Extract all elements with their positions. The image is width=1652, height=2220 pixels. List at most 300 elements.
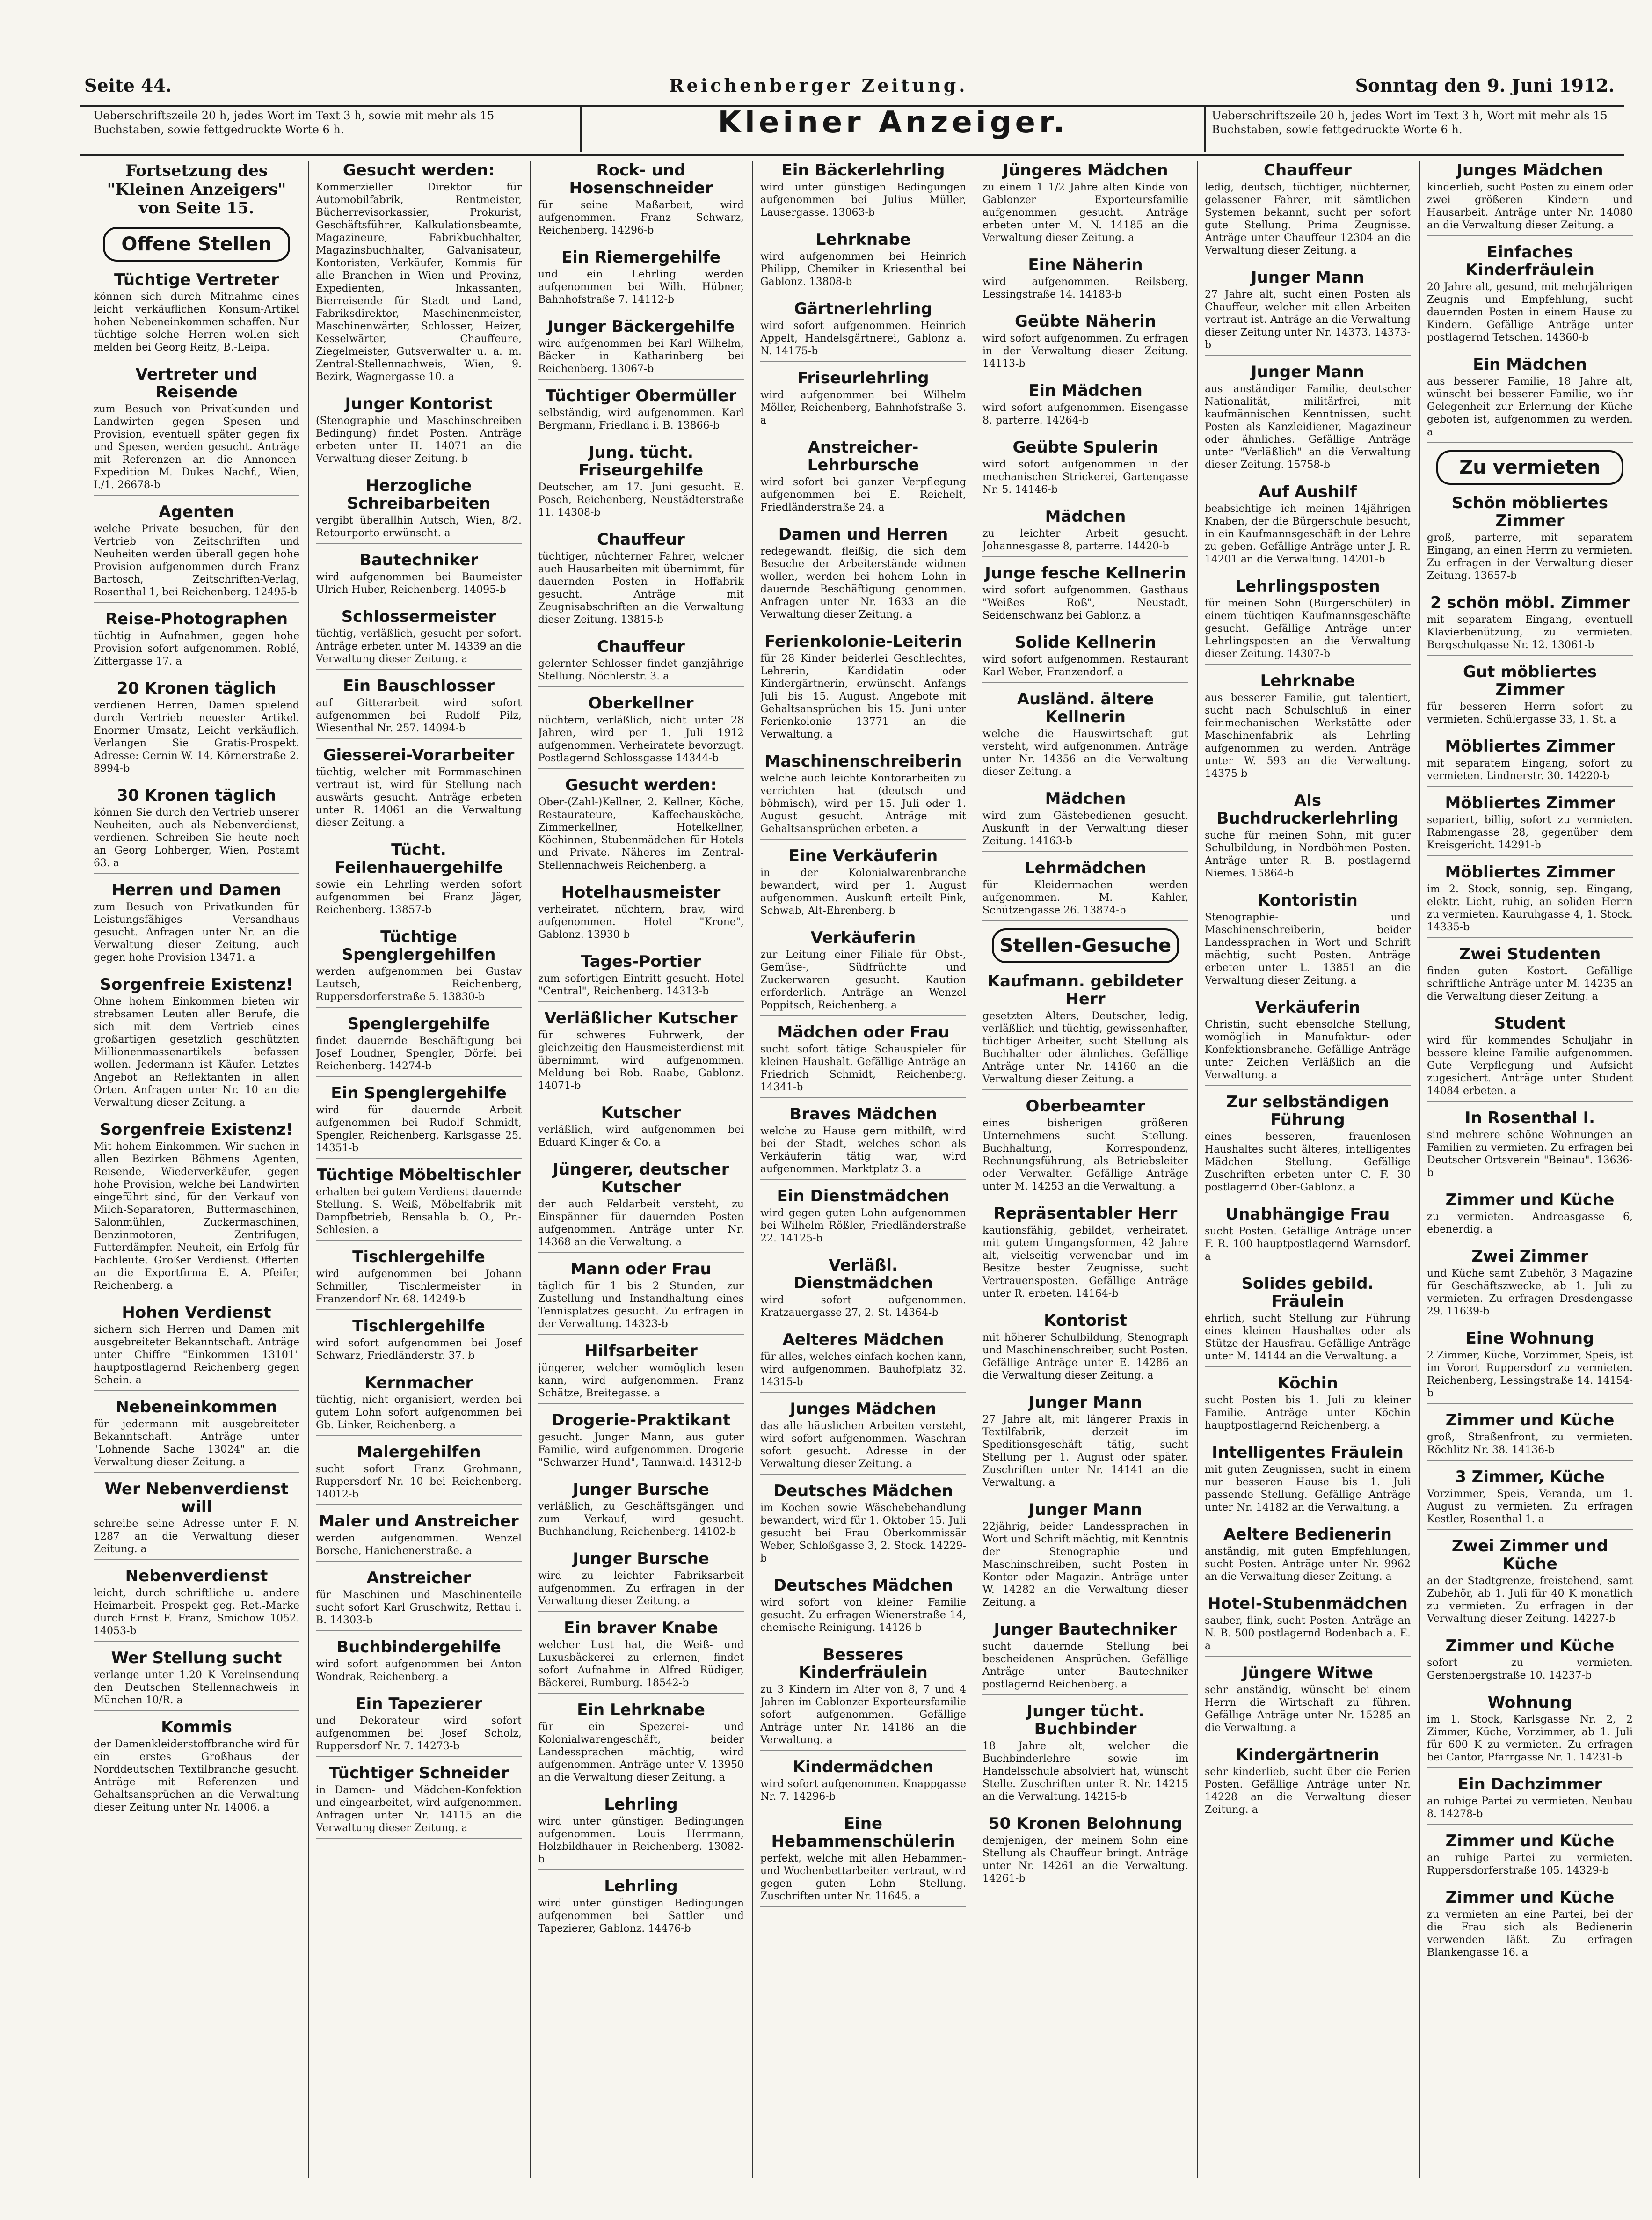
classified-ad (1205, 792, 1411, 884)
ad-text: ehrlich, sucht Stellung zur Führung eines kleinen Haushaltes oder als Stütze der Hausfrau. Gefällige Anträge unter M. 14144 an die Verwaltung. a (1205, 1313, 1411, 1362)
ad-headline: Mann oder Frau (570, 1260, 712, 1278)
ad-headline: Kontoristin (1258, 891, 1358, 910)
classified-ad (1427, 1411, 1633, 1461)
ad-headline: Junger Mann (1251, 268, 1365, 287)
ad-headline: Maler und Anstreicher (319, 1512, 519, 1531)
ad-text: 27 Jahre alt, sucht einen Posten als Chauffeur, welcher mit allen Arbeiten vertraut ist. Anträge an die Verwaltung dieser Zeitung unter Nr. 14373. 14373-b (1205, 289, 1411, 351)
section-heading-stellen-gesuche: Stellen-Gesuche (992, 928, 1179, 963)
classified-ad (760, 1256, 966, 1323)
ad-headline: In Rosenthal I. (1464, 1109, 1595, 1127)
classified-ad (538, 1104, 744, 1153)
ad-headline: Malergehilfen (357, 1443, 481, 1461)
classified-ad (538, 387, 744, 436)
ad-text: kinderlieb, sucht Posten zu einem oder zwei größeren Kindern und Hausarbeit. Anträge unter Nr. 14080 an die Verwaltung dieser Zeitung. a (1427, 182, 1633, 231)
ad-headline: Geübte Spulerin (1012, 438, 1158, 457)
classified-ad (760, 300, 966, 362)
ad-text: sowie ein Lehrling werden sofort aufgenommen bei Franz Jäger, Reichenberg. 13857-b (316, 879, 522, 916)
ad-text: sofort zu vermieten. Gerstenbergstraße 10. 14237-b (1427, 1657, 1633, 1681)
ad-text: wird sofort von kleiner Familie gesucht. Zu erfragen Wienerstraße 14, chemische Reinigung. 14126-b (760, 1597, 966, 1634)
ad-text: verläßlich, zu Geschäftsgängen und zum Verkauf, wird gesucht. Buchhandlung, Reichenberg. 14102-b (538, 1501, 744, 1538)
ad-text: tüchtiger, nüchterner Fahrer, welcher auch Hausarbeiten mit übernimmt, für dauernden Posten in Hoffabrik gesucht. Anträge mit Zeugnisabschriften an die Verwaltung dieser Zeitung. 13815-b (538, 551, 744, 626)
ad-headline: Hilfsarbeiter (584, 1342, 698, 1360)
ad-text: mit guten Zeugnissen, sucht in einem nur besseren Hause bis 1. Juli passende Stellung. Gefällige Anträge unter Nr. 14182 an die Verwaltung. a (1205, 1464, 1411, 1513)
ad-headline: Junge fesche Kellnerin (985, 564, 1186, 583)
ad-headline: 30 Kronen täglich (116, 786, 277, 805)
ad-headline: Aelteres Mädchen (782, 1330, 944, 1349)
classified-ad (538, 1161, 744, 1253)
ads-list (1205, 161, 1411, 1820)
classified-ad (982, 1312, 1188, 1386)
ad-headline: Verläßlicher Kutscher (544, 1009, 738, 1028)
ad-text: für 28 Kinder beiderlei Geschlechtes, Lehrerin, Kandidatin oder Kindergärtnerin, erwünscht. Anfangs Juli bis 15. August. Angebote mit Gehaltsansprüchen bis 15. Juni unter Ferienkolonie 13771 an die Verwaltung. a (760, 653, 966, 740)
ads-list (982, 161, 1188, 1889)
classified-ad (760, 526, 966, 625)
ad-text: wird für kommendes Schuljahr in bessere kleine Familie aufgenommen. Gute Verpflegung und Aufsicht zugesichert. Anträge unter Student 14084 erbeten. a (1427, 1035, 1633, 1097)
ad-headline: Hotelhausmeister (561, 883, 721, 902)
ad-text: gesetzten Alters, Deutscher, ledig, verläßlich und tüchtig, gewissenhafter, tüchtiger Arbeiter, sucht Stellung als Buchhalter oder ähnliches. Gefällige Anträge unter Nr. 14160 an die Verwaltung dieser Zeitung. a (982, 1010, 1188, 1085)
classified-ad (538, 1481, 744, 1542)
ad-text: mit höherer Schulbildung, Stenograph und Maschinenschreiber, sucht Posten. Gefällige Anträge unter E. 14286 an die Verwaltung dieser Zeitung. a (982, 1332, 1188, 1381)
classified-ad (760, 1331, 966, 1393)
ad-text: auf Gitterarbeit wird sofort aufgenommen bei Rudolf Pilz, Wiesenthal Nr. 257. 14094-b (316, 697, 522, 734)
ad-headline: Sorgenfreie Existenz! (100, 1120, 293, 1139)
ad-headline: Kaufmann. gebildeter Herr (987, 972, 1184, 1008)
ad-text: Ohne hohem Einkommen bieten wir strebsamen Leuten aller Berufe, die sich mit dem Vertrieb eines großartigen gesetzlich geschützten Millionenmassenartikels befassen wollen. Jedermann ist Käufer. Letztes Angebot an Reflektanten in allen Orten. Anfragen unter Nr. 10 an die Verwaltung dieser Zeitung. a (94, 996, 299, 1109)
ad-text: redegewandt, fleißig, die sich dem Besuche der Arbeiterstände widmen wollen, werden bei hohem Lohn in dauernde Beschäftigung genommen. Anfragen unter Nr. 1633 an die Verwaltung dieser Zeitung. a (760, 546, 966, 621)
ad-headline: Kutscher (601, 1103, 681, 1122)
ad-text: für Kleidermachen werden aufgenommen. M. Kahler, Schützengasse 26. 13874-b (982, 879, 1188, 916)
ad-headline: Kommis (161, 1718, 232, 1737)
ad-text: welche die Hauswirtschaft gut versteht, wird aufgenommen. Anträge unter Nr. 14356 an die Verwaltung dieser Zeitung. a (982, 728, 1188, 778)
ad-headline: Lehrling (604, 1877, 678, 1896)
ad-headline: Deutsches Mädchen (773, 1576, 953, 1595)
header-rule-bottom (80, 154, 1624, 156)
classified-ad (1427, 1832, 1633, 1881)
column-3 (538, 161, 744, 2178)
classified-ad (982, 790, 1188, 852)
ad-text: wird aufgenommen bei Heinrich Philipp, Chemiker in Kriesenthal bei Gablonz. 13808-b (760, 251, 966, 288)
classified-ad (760, 752, 966, 840)
ad-text: aus besserer Familie, 18 Jahre alt, wünscht bei besserer Familie, wo ihr Gelegenheit zur Erlernung der Küche geboten ist, aufgenommen zu werden. a (1427, 376, 1633, 438)
ad-text: welche auch leichte Kontorarbeiten zu verrichten hat (deutsch und böhmisch), wird per 15. Juli oder 1. August gesucht. Anträge mit Gehaltsansprüchen erbeten. a (760, 773, 966, 835)
classified-ad (1427, 794, 1633, 856)
classified-ad (316, 1764, 522, 1839)
classified-ad (538, 318, 744, 380)
ad-text: jüngerer, welcher womöglich lesen kann, wird aufgenommen. Franz Schätze, Breitegasse. a (538, 1362, 744, 1399)
ad-text: wird unter günstigen Bedingungen aufgenommen bei Julius Müller, Lausergasse. 13063-b (760, 182, 966, 219)
ad-text: wird sofort aufgenommen bei Josef Schwarz, Friedländerstr. 37. b (316, 1337, 522, 1362)
ad-headline: Kontorist (1044, 1311, 1127, 1330)
classified-ad (1205, 1526, 1411, 1587)
classified-ad (1427, 243, 1633, 348)
ad-text: wird sofort aufgenommen. Kratzauergasse 27, 2. St. 14364-b (760, 1294, 966, 1319)
ad-text: im Kochen sowie Wäschebehandlung bewandert, wird für 1. Oktober 15. Juli gesucht bei Frau Oberkommissär Weber, Schloßgasse 3, 2. Stock. 14229-b (760, 1502, 966, 1564)
ad-text: anständig, mit guten Empfehlungen, sucht Posten. Anträge unter Nr. 9962 an die Verwaltung dieser Zeitung. a (1205, 1546, 1411, 1583)
ad-headline: Eine Näherin (1028, 256, 1143, 274)
classified-ad (982, 256, 1188, 305)
classified-ad (94, 976, 299, 1113)
ad-headline: Lehrlingsposten (1235, 577, 1380, 596)
ad-headline: Giesserei-Vorarbeiter (323, 746, 515, 765)
classified-ad (538, 694, 744, 769)
classified-ad (1427, 1537, 1633, 1629)
ad-text: tüchtig, verläßlich, gesucht per sofort. Anträge erbeten unter M. 14339 an die Verwaltung dieser Zeitung. a (316, 628, 522, 665)
ad-text: vergibt überallhin Autsch, Wien, 8/2. Retourporto erwünscht. a (316, 515, 522, 539)
ad-headline: Ein Tapezierer (355, 1694, 482, 1713)
ad-text: sucht sofort tätige Schauspieler für kleinen Haushalt. Gefällige Anträge an Friedrich Schmidt, Reichenberg. 14341-b (760, 1044, 966, 1093)
classified-ad (94, 365, 299, 496)
ad-text: Vorzimmer, Speis, Veranda, um 1. August zu vermieten. Zu erfragen Kestler, Rosenthal 1. a (1427, 1488, 1633, 1525)
ad-text: wird sofort aufgenommen bei Anton Wondrak, Reichenberg. a (316, 1658, 522, 1683)
classified-ad (316, 395, 522, 469)
ad-headline: Vertreter und Reisende (135, 365, 258, 402)
classified-ad (982, 1702, 1188, 1807)
ad-headline: Einfaches Kinderfräulein (1465, 243, 1594, 279)
ad-text: eines bisherigen größeren Unternehmens sucht Stellung. Buchhaltung, Korrespondenz, Rechnungsführung, als Betriebsleiter oder Verwalter. Gefällige Anträge unter M. 14253 an die Verwaltung. a (982, 1117, 1188, 1192)
ad-headline: Zimmer und Küche (1445, 1190, 1615, 1209)
ad-text: findet dauernde Beschäftigung bei Josef Loudner, Spengler, Dörfel bei Reichenberg. 14274-b (316, 1035, 522, 1072)
ad-text: Mit hohem Einkommen. Wir suchen in allen Bezirken Böhmens Agenten, Reisende, Wiederverkäufer, gegen hohe Provision, welche bei Landwirten eingeführt sind, für den Verkauf von Milch-Separatoren, Buttermaschinen, Salonmühlen, Zuckermaschinen, Benzinmotoren, Zentrifugen, Futterdämpfer. Neuheit, ein Erfolg für Fachleute. Großer Verdienst. Offerten an die Exportfirma E. A. Pfeifer, Reichenberg. a (94, 1141, 299, 1292)
ad-headline: Hohen Verdienst (122, 1303, 271, 1322)
ad-headline: Lehrknabe (815, 230, 911, 249)
classified-ad (1427, 945, 1633, 1007)
classified-ad (316, 477, 522, 544)
ad-text: selbständig, wird aufgenommen. Karl Bergmann, Friedland i. B. 13866-b (538, 407, 744, 431)
ad-text: Stenographie- und Maschinenschreiberin, beider Landessprachen in Wort und Schrift mächtig, sucht Posten. Anträge erbeten unter L. 13851 an die Verwaltung dieser Zeitung. a (1205, 912, 1411, 986)
ad-text: wird aufgenommen bei Wilhelm Möller, Reichenberg, Bahnhofstraße 3. a (760, 389, 966, 426)
classified-ad (1427, 663, 1633, 730)
classified-ad (982, 634, 1188, 683)
classified-ad (94, 1718, 299, 1818)
classified-ad (316, 1015, 522, 1077)
ad-headline: Wer Nebenverdienst will (104, 1480, 289, 1516)
ad-text: und Küche samt Zubehör, 3 Magazine für Geschäftszwecke, ab 1. Juli zu vermieten. Zu erfragen Dresdengasse 29. 11639-b (1427, 1268, 1633, 1317)
ad-text: 20 Jahre alt, gesund, mit mehrjährigen Zeugnis und Empfehlung, sucht dauernden Posten in einem Hause zu Kindern. Gefällige Anträge unter postlagernd Tetschen. 14360-b (1427, 281, 1633, 343)
ad-headline: 20 Kronen täglich (116, 679, 277, 698)
ad-text: wird sofort aufgenommen. Eisengasse 8, parterre. 14264-b (982, 402, 1188, 426)
classified-ad (982, 690, 1188, 782)
ad-text: erhalten bei gutem Verdienst dauernde Stellung. S. Weiß, Möbelfabrik mit Dampfbetrieb, Rensahla b. O., Pr.-Schlesien. a (316, 1186, 522, 1236)
classified-ad (760, 1187, 966, 1249)
classified-ad (94, 1649, 299, 1711)
classified-ad (1205, 1093, 1411, 1198)
ad-headline: Reise-Photographen (105, 610, 288, 628)
classified-ad (316, 1166, 522, 1241)
ad-headline: Jüngerer, deutscher Kutscher (553, 1160, 729, 1197)
ad-headline: Tücht. Feilenhauergehilfe (335, 840, 503, 877)
classified-ad (538, 776, 744, 876)
ad-headline: Ein Dachzimmer (1457, 1775, 1602, 1794)
ad-headline: Oberbeamter (1026, 1097, 1145, 1116)
classified-ad (538, 1701, 744, 1788)
classified-ad (1205, 1205, 1411, 1267)
column-divider (752, 161, 753, 2178)
classified-ad (316, 677, 522, 739)
ad-text: für besseren Herrn sofort zu vermieten. Schülergasse 33, 1. St. a (1427, 701, 1633, 725)
ad-text: mit separatem Eingang, eventuell Klavierbenützung, zu vermieten. Bergschulgasse Nr. 12. 13061-b (1427, 614, 1633, 651)
classified-ad (1205, 483, 1411, 570)
classified-ad (982, 1501, 1188, 1613)
ad-text: an ruhige Partei zu vermieten. Neubau 8. 14278-b (1427, 1796, 1633, 1820)
classified-ad (538, 1550, 744, 1612)
ad-text: wird sofort aufgenommen. Knappgasse Nr. 7. 14296-b (760, 1778, 966, 1803)
classified-ad (1427, 1637, 1633, 1686)
ad-text: sucht sofort Franz Grohmann, Ruppersdorf Nr. 10 bei Reichenberg. 14012-b (316, 1463, 522, 1500)
ad-text: finden guten Kostort. Gefällige schriftliche Anträge unter M. 14235 an die Verwaltung dieser Zeitung. a (1427, 965, 1633, 1002)
classified-ad (94, 1567, 299, 1642)
classified-ad (94, 1121, 299, 1296)
ad-headline: Möbliertes Zimmer (1445, 863, 1615, 882)
ad-text: wird aufgenommen. Reilsberg, Lessingstraße 14. 14183-b (982, 276, 1188, 300)
ad-headline: Mädchen (1045, 507, 1126, 526)
classified-ad (1427, 1109, 1633, 1183)
ad-text: sucht dauernde Stellung bei bescheidenen Ansprüchen. Gefällige Anträge unter Bautechniker postlagernd Reichenberg. a (982, 1641, 1188, 1690)
ad-text: 18 Jahre alt, welcher die Buchbinderlehre sowie im Handelsschule absolviert hat, wünscht Stelle. Zuschriften unter R. Nr. 14215 an die Verwaltung. 14215-b (982, 1740, 1188, 1803)
ad-text: separiert, billig, sofort zu vermieten. Rabmengasse 28, gegenüber dem Kreisgericht. 14291-b (1427, 814, 1633, 851)
ad-headline: Gesucht werden: (565, 776, 717, 795)
ad-text: zu 3 Kindern im Alter von 8, 7 und 4 Jahren im Gablonzer Exporteursfamilie sofort aufgenommen. Gefällige Anträge unter Nr. 14186 an die Verwaltung. a (760, 1684, 966, 1746)
ad-headline: 2 schön möbl. Zimmer (1430, 593, 1630, 612)
ad-text: im 2. Stock, sonnig, sep. Eingang, elektr. Licht, ruhig, an soliden Herrn zu vermieten. Kauruhgasse 4, 1. Stock. 14335-b (1427, 884, 1633, 933)
ad-text: welcher Lust hat, die Weiß- und Luxusbäckerei zu erlernen, findet sofort Aufnahme in Alfred Rüdiger, Bäckerei, Rumburg. 18542-b (538, 1639, 744, 1689)
ad-text: aus anständiger Familie, deutscher Nationalität, militärfrei, mit kaufmännischen Kenntnissen, sucht Posten als Kanzleidiener, Magazineur oder ähnliches. Gefällige Anträge unter "Verläßlich" an die Verwaltung dieser Zeitung. 15758-b (1205, 383, 1411, 471)
ad-text: für jedermann mit ausgebreiteter Bekanntschaft. Anträge unter "Lohnende Sache 13024" an die Verwaltung dieser Zeitung. a (94, 1418, 299, 1468)
classified-ad (1205, 1664, 1411, 1738)
column-5 (982, 161, 1188, 2178)
ad-text: groß, parterre, mit separatem Eingang, an einen Herrn zu vermieten. Zu erfragen in der Verwaltung dieser Zeitung. 13657-b (1427, 532, 1633, 582)
ad-headline: Junger Bursche (573, 1480, 709, 1499)
ad-headline: Bautechniker (359, 551, 479, 570)
classified-ad (982, 1621, 1188, 1695)
ad-text: in Damen- und Mädchen-Konfektion und eingearbeitet, wird aufgenommen. Anfragen unter Nr. 14115 an die Verwaltung dieser Zeitung. a (316, 1784, 522, 1834)
ad-headline: 50 Kronen Belohnung (988, 1814, 1183, 1833)
ad-headline: Junger Bäckergehilfe (547, 317, 735, 336)
classified-ad (760, 1482, 966, 1569)
ad-headline: Jüngere Witwe (1242, 1664, 1373, 1682)
ad-headline: Schön möbliertes Zimmer (1451, 494, 1608, 530)
ad-text: zu vermieten an eine Partei, bei der die Frau sich als Bedienerin verwenden läßt. Zu erfragen Blankengasse 16. a (1427, 1909, 1633, 1958)
ad-text: gesucht. Junger Mann, aus guter Familie, wird aufgenommen. Drogerie "Schwarzer Hund", Tannwald. 14312-b (538, 1431, 744, 1468)
ad-text: wird sofort aufgenommen. Zu erfragen in der Verwaltung dieser Zeitung. 14113-b (982, 333, 1188, 370)
classified-ad (94, 1480, 299, 1560)
ad-headline: Junger Kontorist (345, 394, 493, 413)
classified-ad (1205, 363, 1411, 475)
classified-ad (538, 1342, 744, 1404)
classified-ad (760, 369, 966, 431)
classified-ad (538, 1009, 744, 1096)
classified-ad (760, 1815, 966, 1907)
ad-text: zum sofortigen Eintritt gesucht. Hotel "Central", Reichenberg. 14313-b (538, 973, 744, 997)
ad-text: wird sofort aufgenommen. Restaurant Karl Weber, Franzendorf. a (982, 654, 1188, 678)
ad-headline: Kindermädchen (793, 1758, 934, 1776)
ad-text: verläßlich, wird aufgenommen bei Eduard Klinger & Co. a (538, 1124, 744, 1148)
classified-ad (760, 929, 966, 1016)
ad-text: Kommerzieller Direktor für Automobilfabrik, Rentmeister, Bücherrevisorkassier, Prokurist, Geschäftsführer, Kalkulationsbeamte, Magazineure, Fabrikbuchhalter, Magazinsbuchhalter, Galvanisateur, Kontoristen, Verkäufer, Kommis für alle Branchen in Wien und Provinz, Expedienten, Inkassanten, Bierreisende für Stadt und Land, Fabriksdirektor, Maschinenmeister, Maschinenwärter, Schlosser, Heizer, Kesselwärter, Chauffeure, Ziegelmeister, Gutsverwalter u. a. m. Zentral-Stellennachweis, Wien, 9. Bezirk, Wagnergasse 10. a (316, 182, 522, 383)
ad-headline: Tüchtige Vertreter (114, 270, 279, 289)
ad-headline: Herzogliche Schreibarbeiten (347, 476, 491, 513)
classified-ad (1205, 269, 1411, 356)
ad-text: tüchtig, nicht organisiert, werden bei gutem Lohn sofort aufgenommen bei Gb. Linker, Reichenberg. a (316, 1394, 522, 1431)
ad-headline: Zwei Zimmer (1471, 1247, 1588, 1266)
ad-text: tüchtig, welcher mit Formmaschinen vertraut ist, wird für Stellung nach auswärts gesucht. Anträge erbeten unter R. 14061 an die Verwaltung dieser Zeitung. a (316, 767, 522, 829)
column-6 (1205, 161, 1411, 2178)
classified-ad (316, 746, 522, 833)
ad-text: für meinen Sohn (Bürgerschüler) in einem tüchtigen Kaufmannsgeschäfte gesucht. Gefällige Anträge unter Lehrlingsposten an die Verwaltung dieser Zeitung. 14307-b (1205, 598, 1411, 660)
ad-text: sucht Posten bis 1. Juli zu kleiner Familie. Anträge unter Köchin hauptpostlagernd Reichenberg. a (1205, 1395, 1411, 1431)
ad-text: wird für dauernde Arbeit aufgenommen bei Rudolf Schmidt, Spengler, Reichenberg, Karlsgasse 25. 14351-b (316, 1104, 522, 1154)
classified-ad (538, 248, 744, 310)
classified-ad (316, 608, 522, 670)
ad-text: groß, Straßenfront, zu vermieten. Röchlitz Nr. 38. 14136-b (1427, 1431, 1633, 1456)
classified-ad (1427, 1329, 1633, 1404)
ad-headline: Intelligentes Fräulein (1212, 1443, 1404, 1462)
ad-headline: Mädchen (1045, 789, 1126, 808)
ad-text: perfekt, welche mit allen Hebammen- und Wochenbettarbeiten vertraut, wird gegen guten Lohn Stellung. Zuschriften unter Nr. 11645. a (760, 1853, 966, 1902)
classified-ad (982, 859, 1188, 921)
ad-text: das alle häuslichen Arbeiten versteht, wird sofort aufgenommen. Waschran sofort gesucht. Adresse in der Verwaltung dieser Zeitung. a (760, 1420, 966, 1470)
classified-ad (1427, 356, 1633, 443)
ad-text: zu vermieten. Andreasgasse 6, ebenerdig. a (1427, 1211, 1633, 1235)
ad-headline: Ein Spenglergehilfe (331, 1084, 507, 1103)
ad-headline: Zimmer und Küche (1445, 1888, 1615, 1907)
ad-headline: Unabhängige Frau (1225, 1205, 1390, 1224)
classified-ad (316, 1317, 522, 1366)
ad-headline: Tüchtige Spenglergehilfen (342, 927, 496, 964)
ad-headline: 3 Zimmer, Küche (1455, 1468, 1605, 1486)
classified-ad (1427, 863, 1633, 938)
ad-headline: Deutsches Mädchen (773, 1482, 953, 1500)
ad-text: mit separatem Eingang, sofort zu vermieten. Lindnerstr. 30. 14220-b (1427, 758, 1633, 782)
classified-ad (1427, 161, 1633, 236)
classified-ad (982, 1205, 1188, 1304)
classified-ad (538, 884, 744, 945)
classified-ad (1205, 672, 1411, 784)
newspaper-title: Reichenberger Zeitung. (669, 75, 968, 96)
ad-headline: Tüchtiger Obermüller (545, 387, 737, 405)
classified-ad (94, 679, 299, 779)
ad-headline: Chauffeur (597, 637, 685, 656)
ad-headline: Möbliertes Zimmer (1445, 737, 1615, 756)
ad-text: und Dekorateur wird sofort aufgenommen bei Josef Scholz, Ruppersdorf Nr. 7. 14273-b (316, 1715, 522, 1752)
classified-ad (982, 508, 1188, 557)
classified-ad (316, 841, 522, 920)
ad-text: aus besserer Familie, gut talentiert, sucht nach Schulschluß in einer feinmechanischen Werkstätte oder Maschinenfabrik als Lehrling aufgenommen zu werden. Anträge unter W. 593 an die Verwaltung. 14375-b (1205, 692, 1411, 780)
ad-headline: Zimmer und Küche (1445, 1636, 1615, 1655)
classified-ad (760, 1400, 966, 1475)
classified-ad (760, 438, 966, 518)
ad-headline: Aeltere Bedienerin (1223, 1525, 1392, 1544)
ad-text: wird zum Gästebedienen gesucht. Auskunft in der Verwaltung dieser Zeitung. 14163-b (982, 810, 1188, 847)
classified-ad (760, 161, 966, 223)
classified-ad (1205, 161, 1411, 261)
ad-headline: Wohnung (1487, 1693, 1572, 1712)
issue-date: Sonntag den 9. Juni 1912. (1355, 75, 1615, 96)
ad-headline: Tischlergehilfe (352, 1317, 485, 1336)
ad-text: sucht Posten. Gefällige Anträge unter F. R. 100 hauptpostlagernd Warnsdorf. a (1205, 1226, 1411, 1263)
ad-headline: Eine Hebammenschülerin (771, 1814, 955, 1851)
classified-ad (1427, 738, 1633, 787)
classified-ad (760, 1646, 966, 1751)
ad-headline: Junges Mädchen (790, 1400, 937, 1418)
classified-ad (1205, 577, 1411, 665)
classified-ad (1205, 1746, 1411, 1820)
classified-ad (316, 1443, 522, 1505)
ad-text: wird sofort bei ganzer Verpflegung aufgenommen bei E. Reichelt, Friedländerstraße 24. a (760, 476, 966, 513)
ad-headline: Ausländ. ältere Kellnerin (1017, 690, 1154, 726)
ad-headline: Kernmacher (364, 1373, 473, 1392)
classified-ad (1427, 1775, 1633, 1825)
classified-ad (760, 633, 966, 745)
classified-ad (982, 1394, 1188, 1493)
ad-text: beabsichtige ich meinen 14jährigen Knaben, der die Bürgerschule besucht, in ein Kaufmannsgeschäft in der Lehre zu geben. Gefällige Anträge unter J. R. 14201 an die Verwaltung. 14201-b (1205, 503, 1411, 565)
classified-ad (1205, 1374, 1411, 1436)
classified-ad (982, 564, 1188, 626)
ad-text: verlange unter 1.20 K Voreinsendung den Deutschen Stellennachweis in München 10/R. a (94, 1669, 299, 1706)
ad-text: wird aufgenommen bei Johann Schmiller, Tischlermeister in Franzendorf Nr. 68. 14249-b (316, 1268, 522, 1305)
classified-ad (94, 503, 299, 603)
ad-text: für schweres Fuhrwerk, der gleichzeitig den Hausmeisterdienst mit übernimmt, wird aufgenommen. Meldung bei Rob. Raabe, Gablonz. 14071-b (538, 1030, 744, 1092)
ad-headline: Ein Dienstmädchen (777, 1187, 950, 1205)
classified-ad (538, 444, 744, 523)
ads-list (760, 161, 966, 1907)
ad-headline: Besseres Kinderfräulein (799, 1645, 928, 1682)
classified-ad (538, 1877, 744, 1939)
ad-text: an der Stadtgrenze, freistehend, samt Zubehör, ab 1. Juli für 40 K monatlich zu vermieten. Zu erfragen in der Verwaltung dieser Zeitung. 14227-b (1427, 1575, 1633, 1625)
classified-ad (316, 1569, 522, 1631)
classified-ad (1427, 1191, 1633, 1240)
ad-headline: Schlossermeister (341, 607, 496, 626)
column-7 (1427, 161, 1633, 2178)
classified-ad (538, 531, 744, 630)
ad-text: 2 Zimmer, Küche, Vorzimmer, Speis, ist im Vorort Ruppersdorf zu vermieten. Reichenberg, Lessingstraße 14. 14154-b (1427, 1350, 1633, 1399)
classified-ad (1427, 1694, 1633, 1768)
classified-ad (760, 1577, 966, 1638)
ad-headline: Gärtnerlehrling (794, 299, 932, 318)
ad-headline: Jüngeres Mädchen (1003, 161, 1168, 180)
ad-text: demjenigen, der meinem Sohn eine Stellung als Chauffeur bringt. Anträge unter Nr. 14261 an die Verwaltung. 14261-b (982, 1835, 1188, 1884)
ad-headline: Lehrling (604, 1795, 678, 1814)
ad-text: schreibe seine Adresse unter F. N. 1287 an die Verwaltung dieser Zeitung. a (94, 1518, 299, 1555)
ad-text: sehr anständig, wünscht bei einem Herrn die Wirtschaft zu führen. Gefällige Anträge unter Nr. 15285 an die Verwaltung. a (1205, 1684, 1411, 1734)
ad-text: in der Kolonialwarenbranche bewandert, wird per 1. August aufgenommen. Auskunft erteilt Pink, Schwab, Alt-Ehrenberg. b (760, 867, 966, 917)
classified-ad (316, 1512, 522, 1562)
ad-text: Ober-(Zahl-)Kellner, 2. Kellner, Köche, Restaurateure, Kaffeehausköche, Zimmerkellner, Hotelkellner, Köchinnen, Stubenmädchen für Hotels und Private. Näheres im Zentral-Stellennachweis Reichenberg. a (538, 796, 744, 871)
ad-headline: Ein Mädchen (1473, 355, 1587, 374)
ad-headline: Repräsentabler Herr (993, 1204, 1178, 1223)
ad-headline: Tischlergehilfe (352, 1248, 485, 1266)
classified-ad (982, 1815, 1188, 1889)
ad-text: zum Besuch von Privatkunden und Landwirten gegen Spesen und Provision, eventuell später gegen fix und Spesen, werden gesucht. Anträge mit Referenzen an die Annoncen-Expedition M. Dukes Nachf., Wien, I./1. 26678-b (94, 403, 299, 491)
continuation-note: Fortsetzung des "Kleinen Anzeigers" von Seite 15. (107, 161, 286, 218)
ad-text: der Damenkleiderstoffbranche wird für ein erstes Großhaus der Norddeutschen Textilbranche gesucht. Anträge mit Referenzen und Gehaltsansprüchen an die Verwaltung dieser Zeitung unter Nr. 14006. a (94, 1738, 299, 1813)
ad-text: welche zu Hause gern mithilft, wird bei der Stadt, welches schon als Verkäuferin tätig war, wird aufgenommen. Marktplatz 3. a (760, 1125, 966, 1175)
ad-text: wird unter günstigen Bedingungen aufgenommen bei Sattler und Tapezierer, Gablonz. 14476-b (538, 1898, 744, 1935)
ad-headline: Verkäuferin (1255, 998, 1361, 1017)
ad-headline: Ein Mädchen (1028, 381, 1143, 400)
ad-text: suche für meinen Sohn, mit guter Schulbildung, in Nordböhmen Posten. Anträge unter R. B. postlagernd Niemes. 15864-b (1205, 830, 1411, 879)
ad-headline: Junger Mann (1251, 363, 1365, 381)
ad-text: leicht, durch schriftliche u. andere Heimarbeit. Prospekt geg. Ret.-Marke durch Ernst F. Franz, Smichow 1052. 14053-b (94, 1587, 299, 1637)
ad-text: können sich durch Mitnahme eines leicht verkäuflichen Konsum-Artikel hohen Nebeneinkommen schaffen. Nur tüchtige solche Herren wollen sich melden bei Georg Reitz, B.-Leipa. (94, 291, 299, 353)
classified-ad (316, 161, 522, 387)
ad-headline: Junges Mädchen (1456, 161, 1603, 180)
ad-headline: Köchin (1277, 1374, 1338, 1393)
ad-text: wird sofort aufgenommen. Gasthaus "Weißes Roß", Neustadt, Seidenschwanz bei Gablonz. a (982, 584, 1188, 621)
classified-ad (760, 1105, 966, 1180)
column-divider (1197, 161, 1198, 2178)
classified-ad (538, 1411, 744, 1473)
ads-list (94, 271, 299, 1818)
